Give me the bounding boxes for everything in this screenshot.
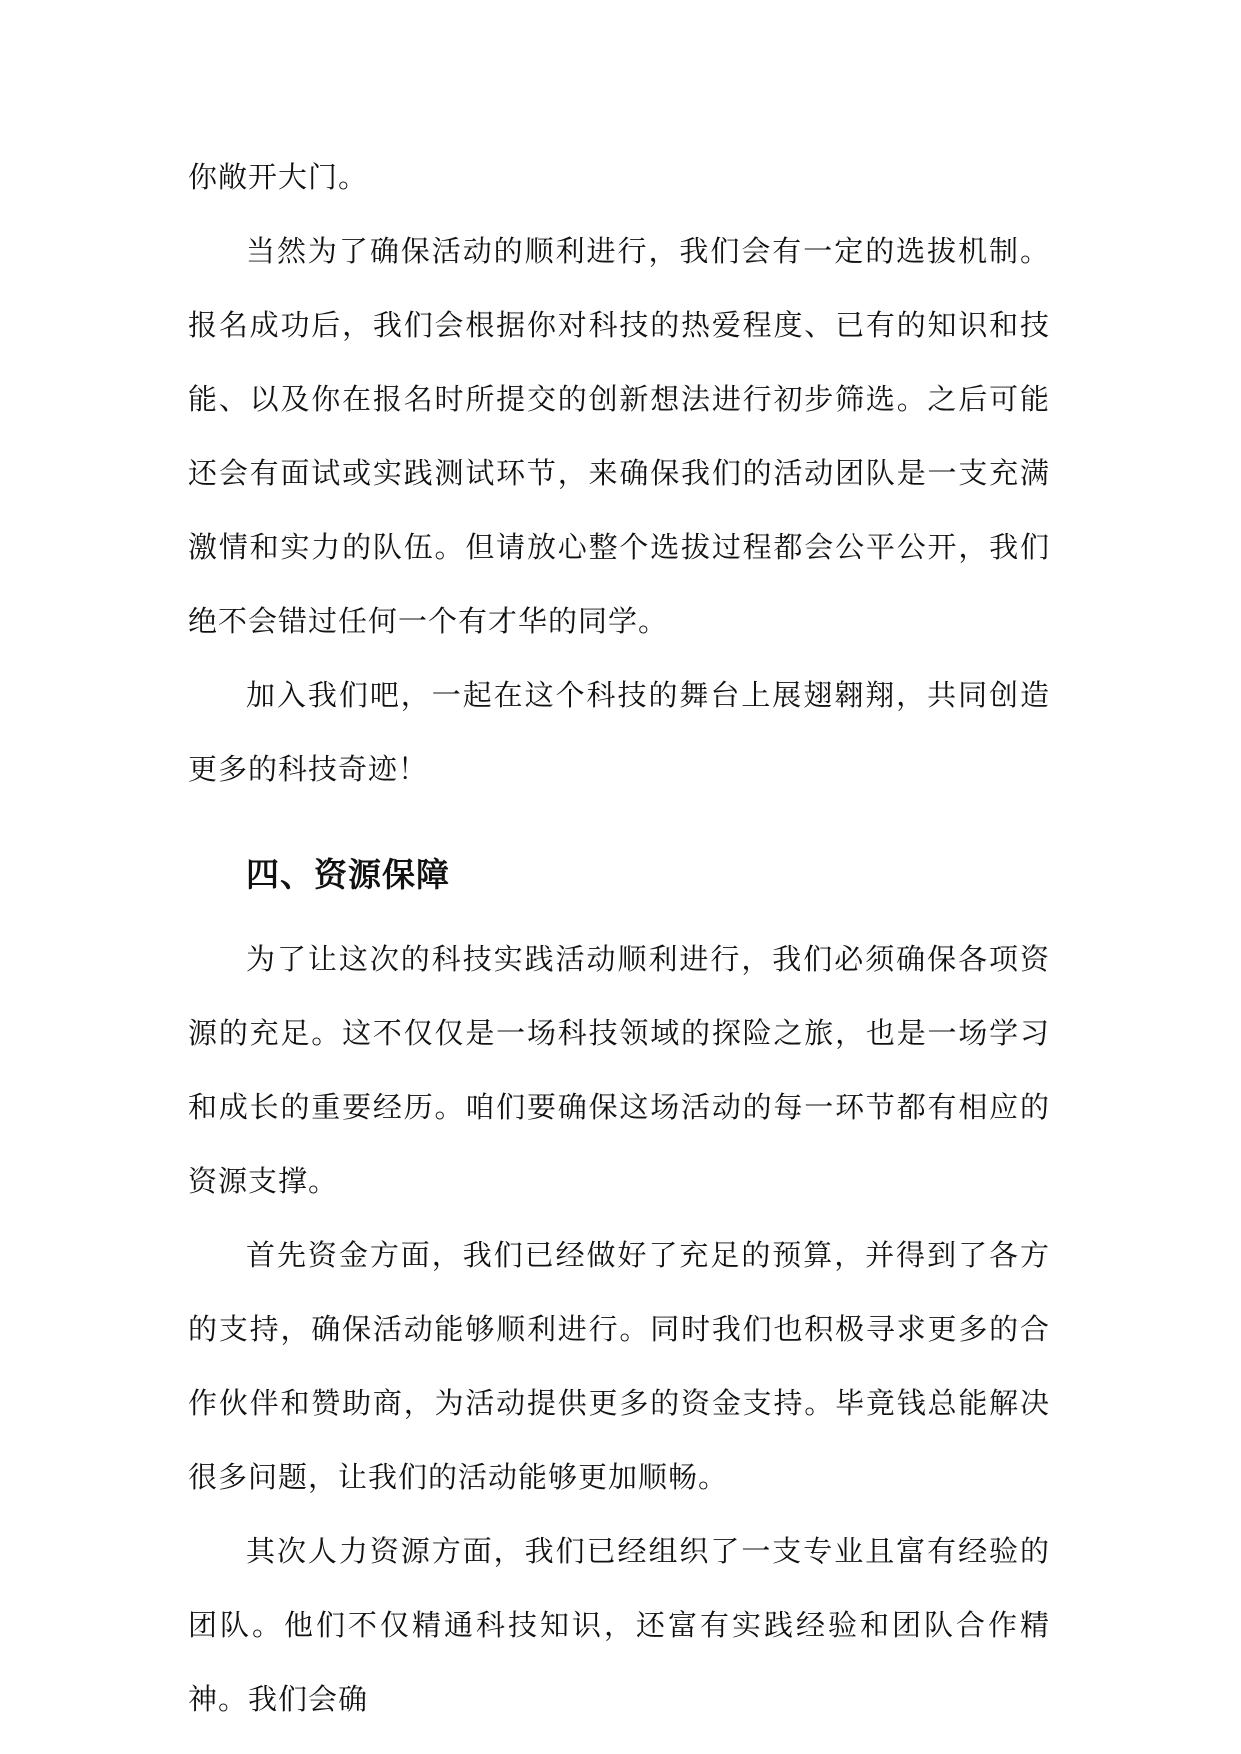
paragraph-continuation: 你敞开大门。 [188,160,369,194]
paragraph-resources-intro: 为了让这次的科技实践活动顺利进行，我们必须确保各项资源的充足。这不仅仅是一场科技领域的探险之旅，也是一场学习和成长的重要经历。咱们要确保这场活动的每一环节都有相应的资源支撑。 [188,942,1050,1198]
paragraph-human-resources: 其次人力资源方面，我们已经组织了一支专业且富有经验的团队。他们不仅精通科技知识，还富有实践经验和团队合作精神。我们会确 [188,1534,1050,1716]
section-heading-resource-guarantee: 四、资源保障 [246,855,450,894]
document-body [188,140,1050,1736]
paragraph-join-us: 加入我们吧，一起在这个科技的舞台上展翅翱翔，共同创造更多的科技奇迹！ [188,678,1050,786]
paragraph-selection-mechanism: 当然为了确保活动的顺利进行，我们会有一定的选拔机制。报名成功后，我们会根据你对科技的热爱程度、已有的知识和技能、以及你在报名时所提交的创新想法进行初步筛选。之后可能还会有面试或实践测试环节，来确保我们的活动团队是一支充满激情和实力的队伍。但请放心整个选拔过程都会公平公开，我们绝不会错过任何一个有才华的同学。 [188,234,1050,638]
paragraph-funding: 首先资金方面，我们已经做好了充足的预算，并得到了各方的支持，确保活动能够顺利进行。同时我们也积极寻求更多的合作伙伴和赞助商，为活动提供更多的资金支持。毕竟钱总能解决很多问题，让我们的活动能够更加顺畅。 [188,1238,1050,1494]
